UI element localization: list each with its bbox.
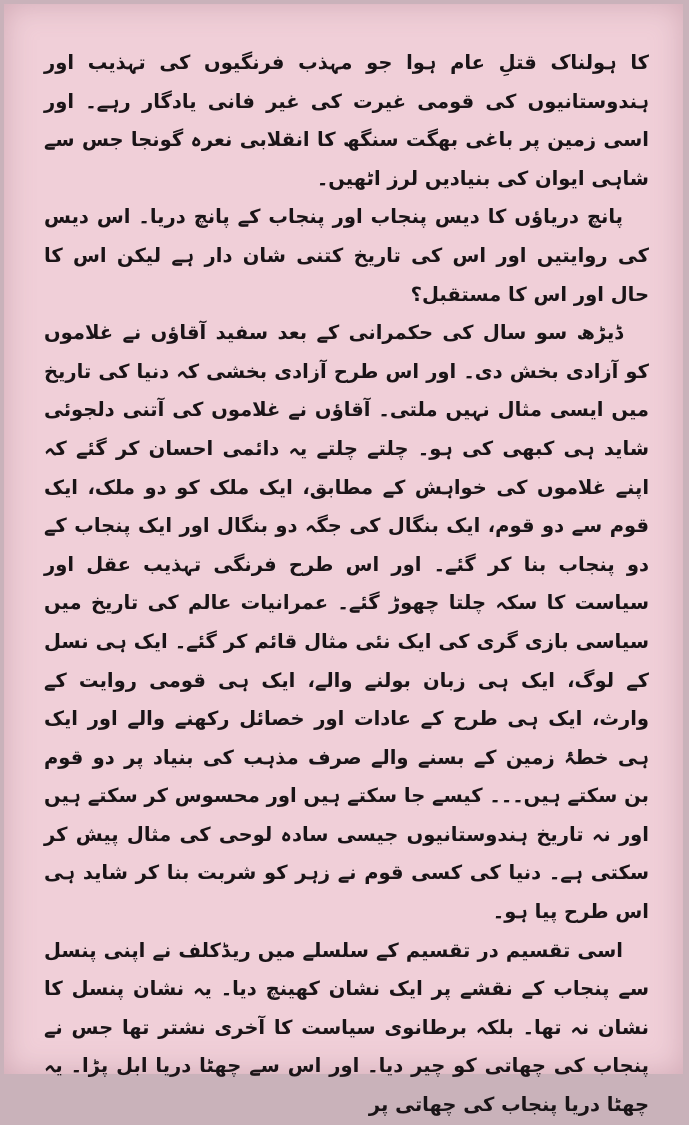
paragraph-3: ڈیڑھ سو سال کی حکمرانی کے بعد سفید آقاؤں نے غلاموں کو آزادی بخش دی۔ اور اس طرح آزادی بخشی کہ دنیا کی تاریخ میں ایسی مثال نہیں ملتی۔ آقاؤں نے غلاموں کی آتنی دلجوئی شاید ہی کبھی کی ہو۔ چلتے چلتے یہ دائمی احسان کر گئے کہ اپنے غلاموں کی خواہش کے مطابق، ایک ملک کو دو ملک، ایک قوم سے دو قوم، ایک بنگال کی جگہ دو بنگال اور ایک پنجاب کے دو پنجاب بنا کر گئے۔ اور اس طرح فرنگی تہذیب عقل اور سیاست کا سکہ چلتا چھوڑ گئے۔ عمرانیات عالم کی تاریخ میں سیاسی بازی گری کی ایک نئی مثال قائم کر گئے۔ ایک ہی نسل کے لوگ، ایک ہی زبان بولنے والے، ایک ہی قومی روایت کے وارث، ایک ہی طرح کے عادات اور خصائل رکھنے والے اور ایک ہی خطۂ زمین کے بسنے والے صرف مذہب کی بنیاد پر دو قوم بن سکتے ہیں۔۔۔ کیسے جا سکتے ہیں اور محسوس کر سکتے ہیں اور نہ تاریخ ہندوستانیوں جیسی سادہ لوحی کی مثال پیش کر سکتی ہے۔ دنیا کی کسی قوم نے زہر کو شربت بنا کر شاید ہی اس طرح پیا ہو۔ <box>44 321 649 924</box>
paragraph-1: کا ہولناک قتلِ عام ہوا جو مہذب فرنگیوں کی تہذیب اور ہندوستانیوں کی قومی غیرت کی غیر فانی یادگار رہے۔ اور اسی زمین پر باغی بھگت سنگھ کا انقلابی نعرہ گونجا جس سے شاہی ایوان کی بنیادیں لرز اٹھیں۔ <box>44 51 649 190</box>
paragraph-2: پانچ دریاؤں کا دیس پنجاب اور پنجاب کے پانچ دریا۔ اس دیس کی روایتیں اور اس کی تاریخ کتنی شان دار ہے لیکن اس کا حال اور اس کا مستقبل؟ <box>44 205 649 306</box>
paragraph-4: اسی تقسیم در تقسیم کے سلسلے میں ریڈکلف نے اپنی پنسل سے پنجاب کے نقشے پر ایک نشان کھینچ دیا۔ یہ نشان پنسل کا نشان نہ تھا۔ بلکہ برطانوی سیاست کا آخری نشتر تھا جس نے پنجاب کی چھاتی کو چیر دیا۔ اور اس سے چھٹا دریا ابل پڑا۔ یہ چھٹا دریا پنجاب کی چھاتی پر <box>44 938 649 1117</box>
page-text <box>44 44 649 1125</box>
book-page <box>4 4 683 1117</box>
